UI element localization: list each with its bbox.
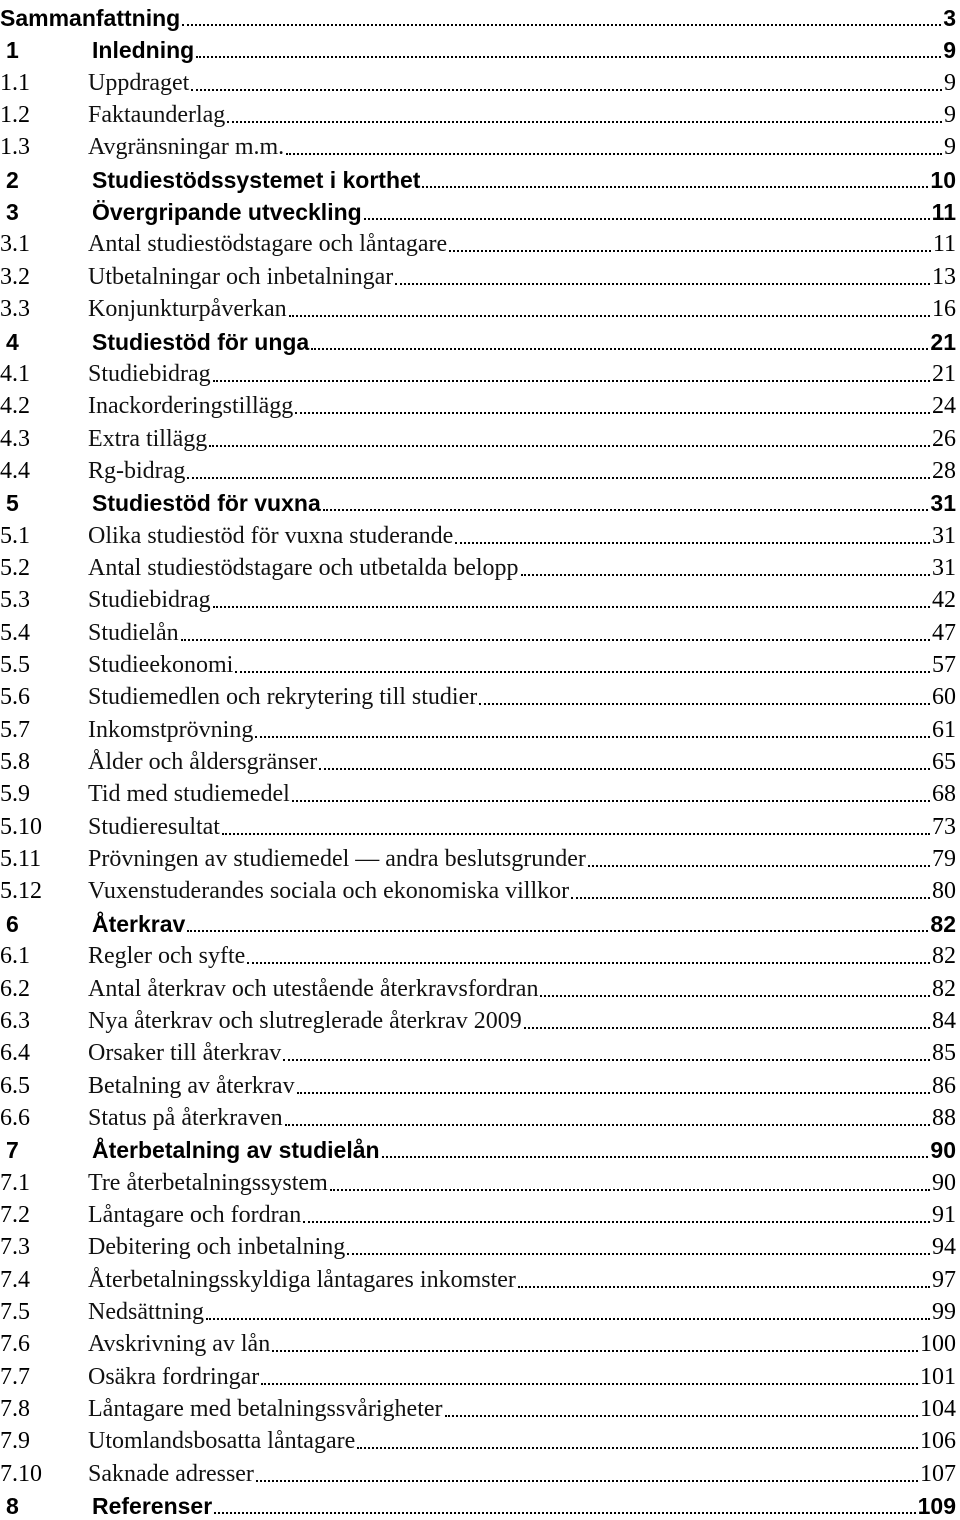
- toc-entry[interactable]: [0, 1488, 960, 1520]
- toc-entry-page: 9: [944, 102, 956, 129]
- toc-entry[interactable]: [0, 906, 960, 938]
- toc-entry-title: Studiemedlen och rekrytering till studier: [88, 684, 478, 711]
- toc-dot-leader: [445, 1410, 918, 1417]
- toc-entry[interactable]: [0, 324, 960, 356]
- toc-dot-leader: [209, 440, 930, 447]
- toc-entry[interactable]: [0, 291, 960, 323]
- toc-entry-page: 84: [932, 1007, 956, 1034]
- toc-entry-page: 88: [932, 1104, 956, 1131]
- toc-entry-page: 100: [920, 1331, 956, 1358]
- toc-entry-page: 16: [932, 296, 956, 323]
- toc-entry-title: Orsaker till återkrav: [88, 1040, 282, 1067]
- toc-entry-title: Sammanfattning: [0, 5, 181, 31]
- toc-entry-number: 5.5: [0, 652, 30, 678]
- toc-entry-number: 4: [6, 328, 19, 355]
- toc-entry-title: Antal återkrav och utestående återkravsfordran: [88, 975, 539, 1002]
- toc-dot-leader: [206, 1313, 930, 1320]
- toc-entry-title: Antal studiestödstagare och låntagare: [88, 231, 448, 258]
- toc-dot-leader: [285, 1119, 930, 1126]
- toc-entry-number: 5.7: [0, 716, 30, 743]
- toc-dot-leader: [187, 472, 930, 479]
- toc-entry[interactable]: [0, 744, 960, 776]
- toc-entry-page: 10: [930, 166, 956, 193]
- toc-entry-page: 85: [932, 1040, 956, 1067]
- toc-entry-number: 7.10: [0, 1460, 42, 1487]
- toc-entry-number: 6.2: [0, 975, 30, 1002]
- toc-entry-number: 6: [6, 910, 19, 937]
- toc-entry-number: 5.10: [0, 813, 42, 840]
- toc-entry-number: 1.1: [0, 69, 30, 96]
- toc-entry[interactable]: [0, 162, 960, 194]
- toc-entry[interactable]: [0, 1165, 960, 1197]
- toc-entry-title: Återbetalningsskyldiga låntagares inkomster: [88, 1266, 516, 1293]
- toc-entry-title: Debitering och inbetalning: [88, 1234, 346, 1261]
- toc-dot-leader: [311, 343, 928, 350]
- toc-entry[interactable]: [0, 550, 960, 582]
- toc-entry[interactable]: [0, 1326, 960, 1358]
- toc-dot-leader: [222, 828, 930, 835]
- toc-entry-title: Status på återkraven: [88, 1104, 283, 1131]
- toc-dot-leader: [479, 698, 930, 705]
- toc-entry-page: 47: [932, 619, 956, 646]
- toc-entry[interactable]: [0, 1262, 960, 1294]
- toc-dot-leader: [191, 84, 942, 91]
- toc-dot-leader: [319, 763, 930, 770]
- toc-entry[interactable]: [0, 1423, 960, 1455]
- toc-entry-title: Referenser: [92, 1493, 213, 1520]
- toc-dot-leader: [303, 1216, 930, 1223]
- toc-entry-page: 31: [932, 554, 956, 581]
- toc-entry-number: 1.3: [0, 134, 30, 161]
- toc-dot-leader: [347, 1248, 930, 1255]
- toc-entry-number: 7: [6, 1137, 19, 1164]
- toc-entry-page: 107: [920, 1460, 956, 1487]
- toc-entry-title: Betalning av återkrav: [88, 1072, 295, 1099]
- toc-entry-number: 7.2: [0, 1201, 30, 1228]
- toc-entry[interactable]: [0, 647, 960, 679]
- toc-entry-page: 82: [930, 910, 956, 937]
- toc-entry-number: 7.3: [0, 1234, 30, 1261]
- toc-entry-page: 61: [932, 716, 956, 743]
- toc-entry-number: 2: [6, 166, 19, 193]
- toc-dot-leader: [214, 1507, 915, 1514]
- toc-entry-title: Studiestöd för unga: [92, 328, 310, 355]
- toc-dot-leader: [261, 1378, 918, 1385]
- toc-entry[interactable]: [0, 65, 960, 97]
- toc-entry-number: 4.3: [0, 425, 30, 452]
- toc-dot-leader: [588, 860, 930, 867]
- toc-entry[interactable]: [0, 1229, 960, 1261]
- toc-entry-page: 94: [932, 1234, 956, 1261]
- toc-entry-number: 5.1: [0, 522, 30, 549]
- toc-entry-title: Låntagare och fordran: [88, 1201, 302, 1228]
- toc-entry-number: 4.1: [0, 360, 30, 387]
- toc-entry-page: 82: [932, 943, 956, 970]
- toc-entry-page: 11: [931, 199, 956, 226]
- toc-entry-page: 21: [930, 328, 956, 355]
- toc-entry[interactable]: [0, 809, 960, 841]
- toc-dot-leader: [357, 1442, 918, 1449]
- toc-entry-number: 4.4: [0, 457, 30, 484]
- toc-dot-leader: [521, 569, 930, 576]
- toc-dot-leader: [297, 1087, 930, 1094]
- toc-entry-title: Antal studiestödstagare och utbetalda belopp: [88, 554, 519, 581]
- toc-entry-page: 86: [932, 1072, 956, 1099]
- toc-entry-page: 26: [932, 425, 956, 452]
- toc-dot-leader: [295, 407, 930, 414]
- toc-entry-number: 5.4: [0, 619, 30, 646]
- toc-dot-leader: [449, 245, 931, 252]
- toc-entry[interactable]: [0, 938, 960, 970]
- toc-dot-leader: [187, 925, 928, 932]
- toc-entry-title: Studiestödssystemet i korthet: [92, 166, 421, 193]
- toc-entry-title: Faktaunderlag: [88, 102, 226, 129]
- toc-entry[interactable]: [0, 129, 960, 161]
- toc-entry-number: 3.2: [0, 263, 30, 290]
- toc-entry-title: Regler och syfte: [88, 943, 246, 970]
- toc-entry-title: Avskrivning av lån: [88, 1331, 271, 1358]
- toc-entry-number: 5.6: [0, 684, 30, 711]
- toc-entry-title: Vuxenstuderandes sociala och ekonomiska villkor: [88, 878, 570, 905]
- toc-entry[interactable]: [0, 97, 960, 129]
- toc-entry-title: Konjunkturpåverkan: [88, 296, 287, 323]
- toc-entry-page: 21: [932, 360, 956, 387]
- toc-entry-number: 5.12: [0, 878, 42, 905]
- toc-entry-title: Tre återbetalningssystem: [88, 1169, 328, 1196]
- toc-entry-number: 6.3: [0, 1007, 30, 1034]
- toc-dot-leader: [235, 666, 930, 673]
- toc-dot-leader: [524, 1022, 930, 1029]
- toc-entry[interactable]: [0, 1197, 960, 1229]
- toc-entry-page: 68: [932, 781, 956, 808]
- toc-entry[interactable]: [0, 453, 960, 485]
- toc-dot-leader: [247, 957, 930, 964]
- toc-entry-page: 101: [920, 1363, 956, 1390]
- toc-entry[interactable]: [0, 421, 960, 453]
- toc-entry-page: 11: [932, 231, 956, 258]
- toc-entry-title: Osäkra fordringar: [88, 1363, 260, 1390]
- toc-entry-number: 6.6: [0, 1104, 30, 1131]
- toc-entry-number: 7.1: [0, 1169, 30, 1196]
- toc-dot-leader: [571, 892, 930, 899]
- toc-entry-page: 82: [932, 975, 956, 1002]
- toc-entry-page: 9: [944, 69, 956, 96]
- toc-entry-page: 9: [943, 37, 956, 64]
- toc-entry[interactable]: [0, 1068, 960, 1100]
- toc-entry-number: 1.2: [0, 102, 30, 129]
- toc-entry-page: 9: [944, 134, 956, 161]
- toc-entry-number: 3: [6, 199, 19, 226]
- toc-entry-title: Prövningen av studiemedel — andra beslutsgrunder: [88, 846, 586, 873]
- toc-entry-number: 5: [6, 490, 19, 517]
- toc-entry-number: 5.8: [0, 749, 30, 776]
- toc-entry-title: Inackorderingstillägg: [88, 393, 294, 420]
- toc-entry-title: Ålder och åldersgränser: [88, 749, 318, 776]
- toc-entry-title: Avgränsningar m.m.: [88, 134, 285, 161]
- toc-entry-page: 13: [932, 263, 956, 290]
- toc-entry-page: 99: [932, 1299, 956, 1325]
- toc-entry[interactable]: [0, 1456, 960, 1488]
- toc-entry-number: 5.2: [0, 554, 30, 581]
- toc-entry-page: 91: [932, 1201, 956, 1228]
- toc-entry-number: 6.1: [0, 943, 30, 970]
- toc-entry-number: 8: [6, 1493, 19, 1520]
- toc-entry-number: 7.4: [0, 1266, 30, 1293]
- toc-entry-page: 80: [932, 878, 956, 905]
- toc-entry-page: 65: [932, 749, 956, 776]
- toc-dot-leader: [540, 990, 930, 997]
- toc-dot-leader: [364, 213, 930, 220]
- toc-dot-leader: [292, 795, 930, 802]
- toc-entry[interactable]: [0, 518, 960, 550]
- toc-entry-title: Studiebidrag: [88, 587, 211, 614]
- toc-entry[interactable]: [0, 388, 960, 420]
- toc-dot-leader: [455, 537, 930, 544]
- toc-dot-leader: [395, 278, 930, 285]
- toc-entry-title: Studielån: [88, 619, 179, 646]
- toc-entry-page: 42: [932, 587, 956, 614]
- toc-entry[interactable]: [0, 32, 960, 64]
- toc-dot-leader: [181, 634, 930, 641]
- toc-entry[interactable]: [0, 1132, 960, 1164]
- toc-entry-page: 24: [932, 393, 956, 420]
- toc-entry-page: 57: [932, 652, 956, 678]
- toc-entry-title: Rg-bidrag: [88, 457, 186, 484]
- toc-dot-leader: [283, 1054, 930, 1061]
- toc-entry[interactable]: [0, 0, 960, 32]
- toc-entry-title: Studiebidrag: [88, 360, 211, 387]
- toc-entry-title: Låntagare med betalningssvårigheter: [88, 1396, 443, 1423]
- toc-entry[interactable]: [0, 1294, 960, 1326]
- toc-dot-leader: [256, 1475, 918, 1482]
- toc-entry-page: 90: [930, 1137, 956, 1164]
- toc-dot-leader: [330, 1184, 930, 1191]
- toc-entry[interactable]: [0, 971, 960, 1003]
- toc-dot-leader: [289, 310, 930, 317]
- toc-entry-number: 6.5: [0, 1072, 30, 1099]
- toc-entry[interactable]: [0, 194, 960, 226]
- toc-entry[interactable]: [0, 1003, 960, 1035]
- toc-entry[interactable]: [0, 226, 960, 258]
- toc-entry-title: Inkomstprövning: [88, 716, 254, 743]
- toc-entry[interactable]: [0, 1391, 960, 1423]
- toc-dot-leader: [182, 19, 941, 26]
- toc-dot-leader: [196, 51, 941, 58]
- toc-entry-page: 28: [932, 457, 956, 484]
- toc-entry-title: Utomlandsbosatta låntagare: [88, 1428, 356, 1455]
- toc-entry[interactable]: [0, 776, 960, 808]
- toc-entry-title: Övergripande utveckling: [92, 199, 362, 226]
- toc-dot-leader: [227, 116, 942, 123]
- toc-entry-number: 3.1: [0, 231, 30, 258]
- toc-entry-number: 4.2: [0, 393, 30, 420]
- toc-entry-page: 104: [920, 1396, 956, 1423]
- toc-entry-title: Återbetalning av studielån: [92, 1137, 380, 1164]
- toc-entry-title: Extra tillägg: [88, 425, 208, 452]
- toc-dot-leader: [286, 148, 942, 155]
- toc-entry-title: Nedsättning: [88, 1299, 204, 1325]
- toc-entry[interactable]: [0, 1035, 960, 1067]
- toc-dot-leader: [255, 731, 930, 738]
- toc-entry[interactable]: [0, 485, 960, 517]
- toc-entry-title: Nya återkrav och slutreglerade återkrav 2009: [88, 1007, 522, 1034]
- toc-entry[interactable]: [0, 1100, 960, 1132]
- toc-entry-title: Inledning: [92, 37, 195, 64]
- toc-entry-number: 5.9: [0, 781, 30, 808]
- toc-entry[interactable]: [0, 259, 960, 291]
- toc-entry[interactable]: [0, 679, 960, 711]
- toc-dot-leader: [382, 1151, 929, 1158]
- toc-entry-number: 1: [6, 37, 19, 64]
- toc-entry-title: Studieekonomi: [88, 652, 234, 678]
- toc-dot-leader: [213, 601, 930, 608]
- toc-entry-number: 7.6: [0, 1331, 30, 1358]
- toc-entry[interactable]: [0, 712, 960, 744]
- toc-entry[interactable]: [0, 1359, 960, 1391]
- toc-entry-title: Saknade adresser: [88, 1460, 254, 1487]
- toc-entry[interactable]: [0, 841, 960, 873]
- toc-entry-number: 5.3: [0, 587, 30, 614]
- toc-entry-page: 73: [932, 813, 956, 840]
- toc-entry[interactable]: [0, 873, 960, 905]
- toc-dot-leader: [213, 375, 930, 382]
- toc-dot-leader: [422, 181, 928, 188]
- toc-entry-number: 3.3: [0, 296, 30, 323]
- toc-entry-title: Tid med studiemedel: [88, 781, 290, 808]
- toc-entry-number: 7.9: [0, 1428, 30, 1455]
- toc-entry-page: 31: [932, 522, 956, 549]
- toc-dot-leader: [323, 504, 929, 511]
- toc-entry-number: 7.7: [0, 1363, 30, 1390]
- toc-entry-title: Olika studiestöd för vuxna studerande: [88, 522, 454, 549]
- toc-entry-page: 106: [920, 1428, 956, 1455]
- toc-entry-title: Återkrav: [92, 910, 186, 937]
- toc-dot-leader: [518, 1281, 930, 1288]
- toc-entry-page: 79: [932, 846, 956, 873]
- toc-entry-title: Studiestöd för vuxna: [92, 490, 321, 517]
- toc-entry-title: Uppdraget: [88, 69, 190, 96]
- toc-entry-page: 109: [917, 1493, 956, 1520]
- toc-entry-page: 60: [932, 684, 956, 711]
- toc-entry-page: 31: [930, 490, 956, 517]
- toc-entry-page: 90: [932, 1169, 956, 1196]
- toc-entry-number: 6.4: [0, 1040, 30, 1067]
- toc-entry[interactable]: [0, 615, 960, 647]
- toc-entry-number: 7.5: [0, 1299, 30, 1325]
- toc-entry-title: Utbetalningar och inbetalningar: [88, 263, 394, 290]
- toc-entry[interactable]: [0, 582, 960, 614]
- toc-dot-leader: [272, 1345, 918, 1352]
- toc-entry-number: 7.8: [0, 1396, 30, 1423]
- toc-entry[interactable]: [0, 356, 960, 388]
- toc-entry-page: 97: [932, 1266, 956, 1293]
- toc-entry-title: Studieresultat: [88, 813, 220, 840]
- toc-entry-number: 5.11: [0, 846, 42, 873]
- toc-entry-page: 3: [943, 5, 956, 31]
